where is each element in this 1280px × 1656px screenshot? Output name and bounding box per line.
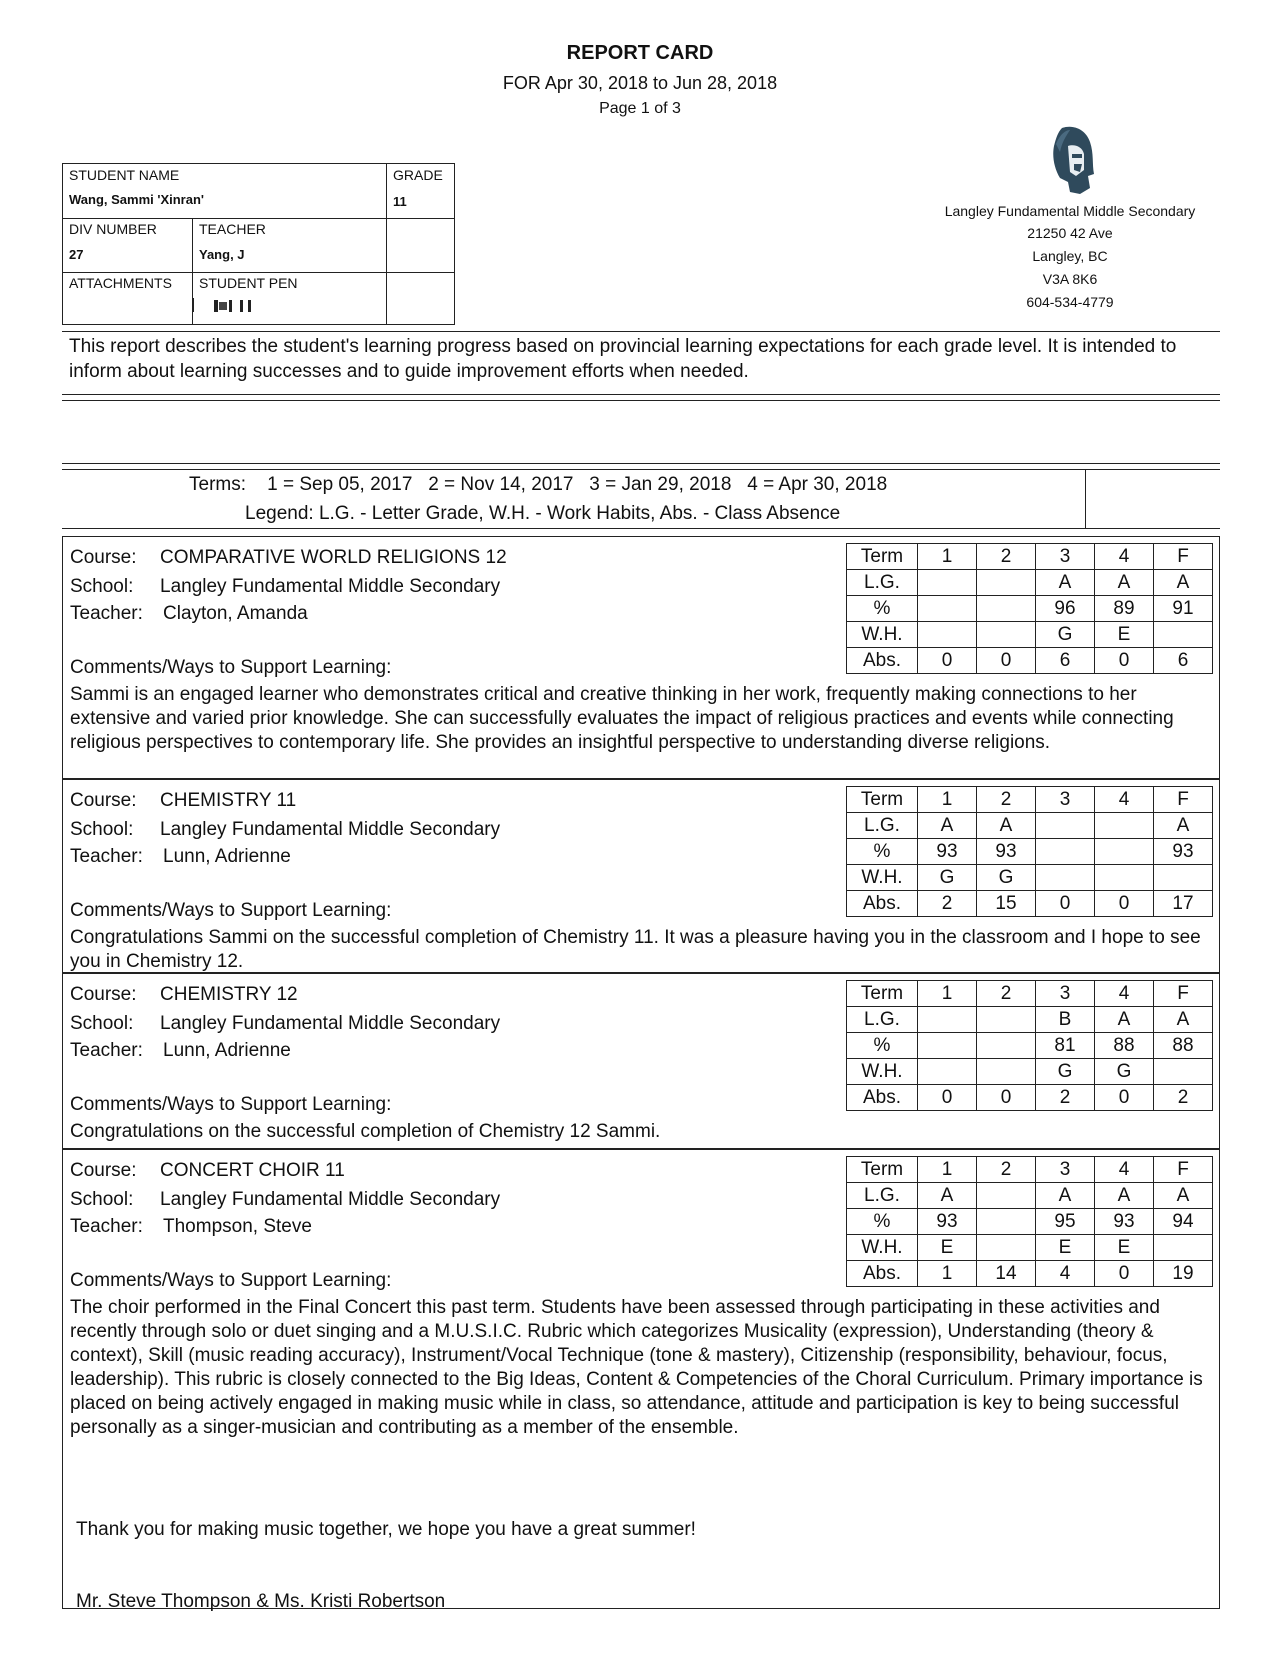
course-teacher-label: Teacher: bbox=[70, 1040, 143, 1061]
course-name: CONCERT CHOIR 11 bbox=[160, 1160, 345, 1181]
grades-header-cell: Term bbox=[847, 787, 918, 813]
course-name-line bbox=[70, 1160, 345, 1182]
grades-cell: 0 bbox=[1095, 1085, 1154, 1111]
grades-header-cell: 2 bbox=[977, 787, 1036, 813]
grades-header-cell: F bbox=[1154, 544, 1213, 570]
grades-cell bbox=[918, 1059, 977, 1085]
terms-dates: Terms: 1 = Sep 05, 2017 2 = Nov 14, 2017 3 = Jan 29, 2018 4 = Apr 30, 2018 bbox=[189, 474, 888, 495]
grades-header-cell: 3 bbox=[1036, 544, 1095, 570]
course-school-line bbox=[70, 576, 500, 598]
course-comment: Congratulations Sammi on the successful completion of Chemistry 11. It was a pleasure having you in the classroom and I hope to see you in Chemistry 12. bbox=[70, 927, 1201, 972]
grades-cell bbox=[977, 1007, 1036, 1033]
grades-header-cell: F bbox=[1154, 1157, 1213, 1183]
course-block bbox=[62, 973, 1220, 1149]
grades-row-lg bbox=[847, 813, 1213, 839]
divider bbox=[62, 400, 1220, 401]
grades-row-label: L.G. bbox=[847, 1007, 918, 1033]
grades-row-lg bbox=[847, 570, 1213, 596]
grades-header-cell: 1 bbox=[918, 1157, 977, 1183]
grades-row-label: Abs. bbox=[847, 891, 918, 917]
course-teacher-line bbox=[70, 603, 308, 625]
grades-cell: 4 bbox=[1036, 1261, 1095, 1287]
school-street: 21250 42 Ave bbox=[1027, 225, 1113, 241]
course-teacher: Clayton, Amanda bbox=[163, 603, 308, 624]
grades-cell: B bbox=[1036, 1007, 1095, 1033]
div-number-label: DIV NUMBER bbox=[69, 221, 157, 237]
grades-row-wh bbox=[847, 865, 1213, 891]
school-city: Langley, BC bbox=[1032, 248, 1108, 264]
grades-cell bbox=[977, 1183, 1036, 1209]
course-school: Langley Fundamental Middle Secondary bbox=[160, 576, 501, 597]
course-comment: Sammi is an engaged learner who demonstrates critical and creative thinking in her work, frequently making connections to her extensive and varied prior knowledge. She can successfully evaluates the impact of religious practices and events while connecting religious perspectives to contemporary life. She provides an insightful perspective to understanding diverse religions. bbox=[70, 684, 1174, 753]
course-name-label: Course: bbox=[70, 984, 137, 1005]
terms-divider bbox=[1085, 469, 1086, 529]
grades-cell: 0 bbox=[918, 1085, 977, 1111]
grades-row-wh bbox=[847, 622, 1213, 648]
grades-table bbox=[846, 1156, 1213, 1287]
grades-row-label: % bbox=[847, 839, 918, 865]
grades-cell: A bbox=[1154, 1007, 1213, 1033]
course-block bbox=[62, 536, 1220, 779]
grades-cell: A bbox=[977, 813, 1036, 839]
grades-cell bbox=[977, 570, 1036, 596]
grades-cell: G bbox=[1095, 1059, 1154, 1085]
grades-cell: 88 bbox=[1095, 1033, 1154, 1059]
grades-cell: 15 bbox=[977, 891, 1036, 917]
student-name-label: STUDENT NAME bbox=[69, 167, 180, 183]
attachments-label: ATTACHMENTS bbox=[69, 275, 172, 291]
grades-cell: 93 bbox=[918, 1209, 977, 1235]
grades-cell: 0 bbox=[977, 648, 1036, 674]
course-school: Langley Fundamental Middle Secondary bbox=[160, 819, 501, 840]
grades-cell: E bbox=[1095, 622, 1154, 648]
divider bbox=[62, 394, 1220, 395]
grades-cell bbox=[918, 1033, 977, 1059]
course-school-line bbox=[70, 819, 500, 841]
grades-header-cell: 4 bbox=[1095, 981, 1154, 1007]
intro-text: This report describes the student's learning progress based on provincial learning expectations for each grade level. It is intended to inform about learning successes and to guide improvement efforts when needed. bbox=[69, 336, 1177, 382]
grades-header-cell: 2 bbox=[977, 544, 1036, 570]
grades-cell bbox=[1036, 865, 1095, 891]
grades-row-abs bbox=[847, 1261, 1213, 1287]
grades-cell: G bbox=[918, 865, 977, 891]
grades-cell: 96 bbox=[1036, 596, 1095, 622]
grades-cell bbox=[1154, 1235, 1213, 1261]
grades-cell: 0 bbox=[1095, 1261, 1154, 1287]
student-pen-label: STUDENT PEN bbox=[199, 275, 298, 291]
grades-cell: 93 bbox=[1154, 839, 1213, 865]
grades-cell: A bbox=[1095, 570, 1154, 596]
grades-header-cell: 3 bbox=[1036, 1157, 1095, 1183]
course-school-line bbox=[70, 1013, 500, 1035]
grades-cell bbox=[1036, 839, 1095, 865]
course-school: Langley Fundamental Middle Secondary bbox=[160, 1189, 501, 1210]
school-name: Langley Fundamental Middle Secondary bbox=[944, 203, 1196, 219]
grades-cell: 0 bbox=[1095, 891, 1154, 917]
page-indicator: Page 1 of 3 bbox=[599, 100, 681, 117]
grades-cell: A bbox=[1154, 570, 1213, 596]
grades-cell: A bbox=[1095, 1007, 1154, 1033]
grades-row-label: Abs. bbox=[847, 1261, 918, 1287]
comments-label: Comments/Ways to Support Learning: bbox=[70, 900, 392, 921]
grades-cell: 6 bbox=[1154, 648, 1213, 674]
course-name-line bbox=[70, 547, 507, 569]
grades-cell bbox=[1095, 839, 1154, 865]
grades-cell: 91 bbox=[1154, 596, 1213, 622]
grades-cell bbox=[977, 1033, 1036, 1059]
grades-cell: E bbox=[1095, 1235, 1154, 1261]
grades-row-label: L.G. bbox=[847, 1183, 918, 1209]
course-name: COMPARATIVE WORLD RELIGIONS 12 bbox=[160, 547, 507, 568]
grades-row-label: % bbox=[847, 1033, 918, 1059]
course-teacher-line bbox=[70, 1216, 312, 1238]
student-info-box bbox=[62, 163, 455, 325]
course-teacher: Thompson, Steve bbox=[163, 1216, 312, 1237]
course-teacher-line bbox=[70, 1040, 291, 1062]
grades-cell: 93 bbox=[1095, 1209, 1154, 1235]
grades-header-cell: 4 bbox=[1095, 787, 1154, 813]
course-school-label: School: bbox=[70, 1013, 134, 1034]
grades-cell bbox=[1095, 865, 1154, 891]
grades-cell: 2 bbox=[918, 891, 977, 917]
report-period: FOR Apr 30, 2018 to Jun 28, 2018 bbox=[502, 73, 778, 93]
grades-header-cell: 4 bbox=[1095, 544, 1154, 570]
grades-cell: A bbox=[1154, 1183, 1213, 1209]
course-teacher-label: Teacher: bbox=[70, 846, 143, 867]
grades-cell: 88 bbox=[1154, 1033, 1213, 1059]
course-name-line bbox=[70, 984, 298, 1006]
div-number: 27 bbox=[69, 247, 84, 262]
grades-row-label: W.H. bbox=[847, 622, 918, 648]
grades-header-cell: Term bbox=[847, 544, 918, 570]
course-teacher-label: Teacher: bbox=[70, 1216, 143, 1237]
grades-cell bbox=[1154, 865, 1213, 891]
grades-cell: 0 bbox=[1036, 891, 1095, 917]
grades-cell: A bbox=[1036, 1183, 1095, 1209]
grades-header-row bbox=[847, 544, 1213, 570]
grades-cell bbox=[977, 596, 1036, 622]
grades-row-pct bbox=[847, 596, 1213, 622]
grades-header-cell: F bbox=[1154, 981, 1213, 1007]
closing-note: Thank you for making music together, we hope you have a great summer! bbox=[76, 1519, 696, 1540]
school-logo-icon bbox=[1040, 124, 1100, 198]
grades-row-label: Abs. bbox=[847, 1085, 918, 1111]
grades-row-label: L.G. bbox=[847, 813, 918, 839]
course-school-label: School: bbox=[70, 819, 134, 840]
course-block bbox=[62, 779, 1220, 973]
grades-row-label: Abs. bbox=[847, 648, 918, 674]
course-school-line bbox=[70, 1189, 500, 1211]
grades-cell bbox=[977, 1235, 1036, 1261]
grades-row-pct bbox=[847, 1033, 1213, 1059]
grades-cell bbox=[977, 622, 1036, 648]
grades-header-cell: 1 bbox=[918, 544, 977, 570]
course-school: Langley Fundamental Middle Secondary bbox=[160, 1013, 501, 1034]
grades-row-pct bbox=[847, 1209, 1213, 1235]
course-name-label: Course: bbox=[70, 547, 137, 568]
grades-cell: G bbox=[977, 865, 1036, 891]
grades-header-cell: 3 bbox=[1036, 787, 1095, 813]
grades-row-label: W.H. bbox=[847, 1059, 918, 1085]
course-teacher-label: Teacher: bbox=[70, 603, 143, 624]
course-name: CHEMISTRY 12 bbox=[160, 984, 298, 1005]
grades-header-cell: Term bbox=[847, 981, 918, 1007]
course-name-label: Course: bbox=[70, 790, 137, 811]
course-teacher: Lunn, Adrienne bbox=[163, 1040, 291, 1061]
grades-table bbox=[846, 543, 1213, 674]
course-block bbox=[62, 1149, 1220, 1612]
grades-cell: 1 bbox=[918, 1261, 977, 1287]
grades-cell: E bbox=[1036, 1235, 1095, 1261]
grades-cell: 0 bbox=[1095, 648, 1154, 674]
course-name-label: Course: bbox=[70, 1160, 137, 1181]
grades-row-abs bbox=[847, 891, 1213, 917]
grades-header-cell: 3 bbox=[1036, 981, 1095, 1007]
grades-cell bbox=[977, 1059, 1036, 1085]
teacher-label: TEACHER bbox=[199, 221, 266, 237]
course-school-label: School: bbox=[70, 1189, 134, 1210]
divider bbox=[62, 331, 1220, 332]
course-teacher-line bbox=[70, 846, 291, 868]
grades-header-cell: 2 bbox=[977, 1157, 1036, 1183]
grades-header-cell: 1 bbox=[918, 787, 977, 813]
grades-cell: A bbox=[1095, 1183, 1154, 1209]
grades-cell: 17 bbox=[1154, 891, 1213, 917]
grades-cell: A bbox=[1036, 570, 1095, 596]
grades-header-cell: Term bbox=[847, 1157, 918, 1183]
grades-cell: 2 bbox=[1154, 1085, 1213, 1111]
grades-row-lg bbox=[847, 1007, 1213, 1033]
grades-cell: 14 bbox=[977, 1261, 1036, 1287]
grades-cell: G bbox=[1036, 1059, 1095, 1085]
grades-cell: 0 bbox=[977, 1085, 1036, 1111]
grades-cell bbox=[977, 1209, 1036, 1235]
grades-header-row bbox=[847, 981, 1213, 1007]
grades-cell: 6 bbox=[1036, 648, 1095, 674]
grades-cell bbox=[1154, 622, 1213, 648]
grades-cell bbox=[918, 622, 977, 648]
grades-cell: 89 bbox=[1095, 596, 1154, 622]
grades-row-wh bbox=[847, 1059, 1213, 1085]
course-comment: The choir performed in the Final Concert this past term. Students have been assessed through participating in these activities and recently through solo or duet singing and a M.U.S.I.C. Rubric which categorizes Musicality (expression), Understanding (theory & context), Skill (music reading accuracy), Instrument/Vocal Technique (tone & mastery), Citizenship (responsibility, behaviour, focus, leadership). This rubric is closely connected to the Big Ideas, Content & Competencies of the Choral Curriculum. Primary importance is placed on being actively engaged in making music while in class, so attendance, attitude and participation is key to being successful personally as a singer-musician and contributing as a member of the ensemble. bbox=[70, 1297, 1203, 1438]
grades-header-cell: F bbox=[1154, 787, 1213, 813]
grades-row-label: % bbox=[847, 1209, 918, 1235]
grades-row-pct bbox=[847, 839, 1213, 865]
course-name: CHEMISTRY 11 bbox=[160, 790, 297, 811]
grades-cell: G bbox=[1036, 622, 1095, 648]
grades-cell: 95 bbox=[1036, 1209, 1095, 1235]
grades-cell: 93 bbox=[977, 839, 1036, 865]
divider bbox=[62, 469, 1220, 470]
school-postal: V3A 8K6 bbox=[1042, 271, 1098, 287]
grades-cell: E bbox=[918, 1235, 977, 1261]
grades-table bbox=[846, 980, 1213, 1111]
course-teacher: Lunn, Adrienne bbox=[163, 846, 291, 867]
grades-row-abs bbox=[847, 648, 1213, 674]
grades-cell: 94 bbox=[1154, 1209, 1213, 1235]
school-phone: 604-534-4779 bbox=[1026, 294, 1114, 310]
grades-cell bbox=[918, 1007, 977, 1033]
grades-row-abs bbox=[847, 1085, 1213, 1111]
divider bbox=[62, 463, 1220, 464]
student-name: Wang, Sammi 'Xinran' bbox=[69, 192, 205, 207]
grades-header-cell: 2 bbox=[977, 981, 1036, 1007]
grades-cell: 81 bbox=[1036, 1033, 1095, 1059]
grades-cell bbox=[918, 570, 977, 596]
grades-cell bbox=[1095, 813, 1154, 839]
terms-legend: Legend: L.G. - Letter Grade, W.H. - Work Habits, Abs. - Class Absence bbox=[245, 503, 841, 524]
grades-cell: A bbox=[1154, 813, 1213, 839]
grade-label: GRADE bbox=[393, 167, 443, 183]
grades-row-wh bbox=[847, 1235, 1213, 1261]
comments-label: Comments/Ways to Support Learning: bbox=[70, 1270, 392, 1291]
grades-header-cell: 4 bbox=[1095, 1157, 1154, 1183]
teacher-name: Yang, J bbox=[199, 247, 245, 262]
grades-header-row bbox=[847, 1157, 1213, 1183]
report-title: REPORT CARD bbox=[566, 42, 714, 64]
signature: Mr. Steve Thompson & Ms. Kristi Robertson bbox=[76, 1591, 446, 1612]
comments-label: Comments/Ways to Support Learning: bbox=[70, 1094, 392, 1115]
grades-cell: 2 bbox=[1036, 1085, 1095, 1111]
course-name-line bbox=[70, 790, 296, 812]
grades-row-label: % bbox=[847, 596, 918, 622]
grades-row-label: W.H. bbox=[847, 1235, 918, 1261]
grades-row-lg bbox=[847, 1183, 1213, 1209]
grades-row-label: W.H. bbox=[847, 865, 918, 891]
grade-value: 11 bbox=[393, 194, 407, 209]
comments-label: Comments/Ways to Support Learning: bbox=[70, 657, 392, 678]
course-school-label: School: bbox=[70, 576, 134, 597]
grades-cell: 93 bbox=[918, 839, 977, 865]
grades-header-cell: 1 bbox=[918, 981, 977, 1007]
course-comment: Congratulations on the successful completion of Chemistry 12 Sammi. bbox=[70, 1121, 661, 1142]
grades-cell: 0 bbox=[918, 648, 977, 674]
grades-cell: A bbox=[918, 1183, 977, 1209]
grades-cell bbox=[1036, 813, 1095, 839]
grades-cell: 19 bbox=[1154, 1261, 1213, 1287]
grades-cell bbox=[918, 596, 977, 622]
divider bbox=[62, 528, 1220, 529]
grades-header-row bbox=[847, 787, 1213, 813]
grades-table bbox=[846, 786, 1213, 917]
grades-cell bbox=[1154, 1059, 1213, 1085]
grades-row-label: L.G. bbox=[847, 570, 918, 596]
redacted-pen-mark bbox=[190, 296, 270, 314]
grades-cell: A bbox=[918, 813, 977, 839]
